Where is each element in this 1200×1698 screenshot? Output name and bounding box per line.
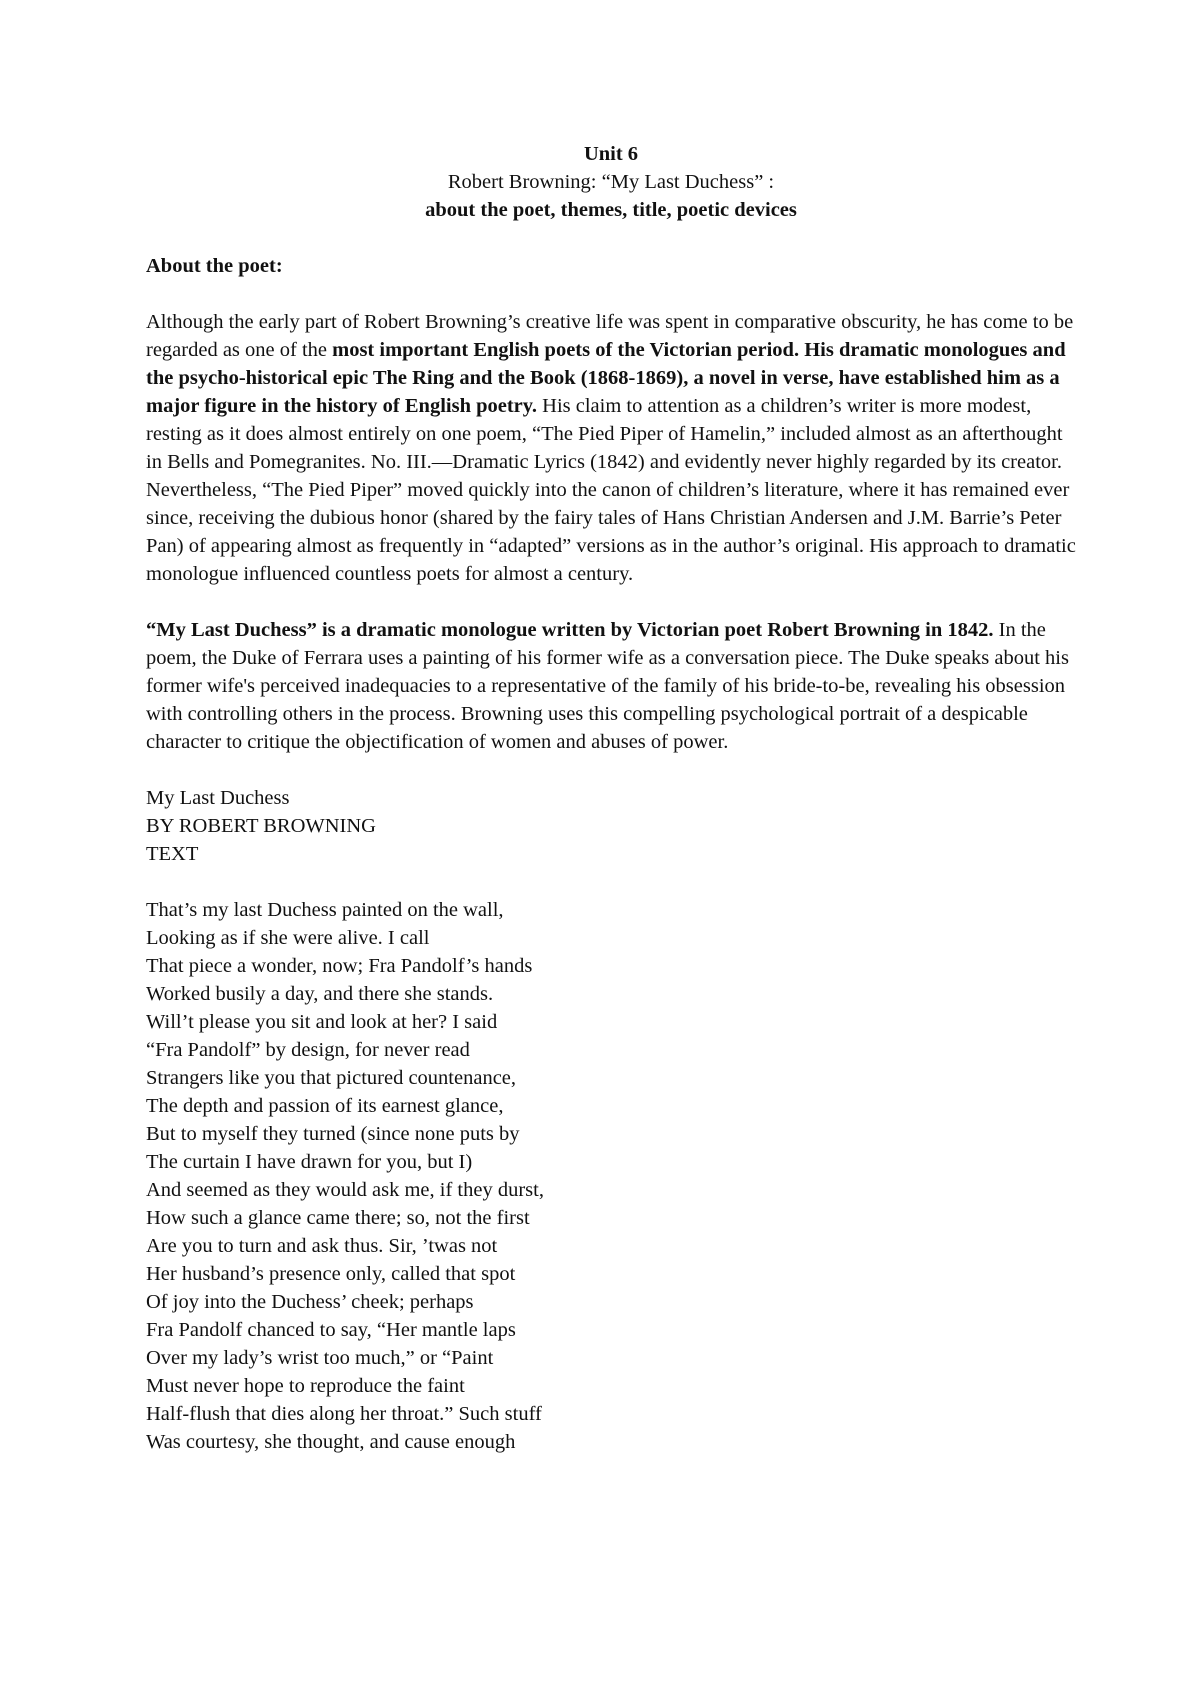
poem-line: But to myself they turned (since none puts by <box>146 1123 520 1145</box>
poem-line: Of joy into the Duchess’ cheek; perhaps <box>146 1291 474 1313</box>
poem-line: That piece a wonder, now; Fra Pandolf’s hands <box>146 955 533 977</box>
document-page <box>146 140 1076 1456</box>
unit-heading: Unit 6 <box>583 143 639 165</box>
poem-line: Must never hope to reproduce the faint <box>146 1375 465 1397</box>
document-title: Robert Browning: “My Last Duchess” : <box>447 171 775 193</box>
poem-line: And seemed as they would ask me, if they durst, <box>146 1179 544 1201</box>
poem-intro-paragraph <box>146 616 1076 756</box>
poem-line: How such a glance came there; so, not the first <box>146 1207 530 1229</box>
poem-line: Fra Pandolf chanced to say, “Her mantle laps <box>146 1319 516 1341</box>
poem-line: “Fra Pandolf” by design, for never read <box>146 1039 470 1061</box>
poem-line: Will’t please you sit and look at her? I said <box>146 1011 498 1033</box>
poem-intro-bold-text: “My Last Duchess” is a dramatic monologue written by Victorian poet Robert Browning in 1842. <box>146 619 994 641</box>
about-poet-text-1: Although the early part of Robert Browning’s creative life was spent in comparative obscurity, he has come to be regarded as one of the <box>146 311 1074 361</box>
poem-line: The curtain I have drawn for you, but I) <box>146 1151 473 1173</box>
poem-line: Are you to turn and ask thus. Sir, ’twas not <box>146 1235 498 1257</box>
section-heading: About the poet: <box>146 255 283 277</box>
poem-line: The depth and passion of its earnest glance, <box>146 1095 504 1117</box>
poem-line: Half-flush that dies along her throat.” Such stuff <box>146 1403 542 1425</box>
poem-title: My Last Duchess <box>146 787 290 809</box>
poem-text <box>146 896 1076 1456</box>
poem-text-label: TEXT <box>146 843 199 865</box>
about-poet-paragraph <box>146 308 1076 588</box>
poem-line: Over my lady’s wrist too much,” or “Paint <box>146 1347 494 1369</box>
about-poet-bold-text: most important English poets of the Victorian period. His dramatic monologues and the psycho-historical epic The Ring and the Book (1868-1869), a novel in verse, have established him as a major figure in the history of English poetry. <box>146 339 1066 417</box>
poem-line: Looking as if she were alive. I call <box>146 927 430 949</box>
poem-line: That’s my last Duchess painted on the wall, <box>146 899 504 921</box>
document-header <box>146 140 1076 224</box>
poem-line: Was courtesy, she thought, and cause enough <box>146 1431 516 1453</box>
document-subtitle: about the poet, themes, title, poetic devices <box>425 199 797 221</box>
poem-line: Her husband’s presence only, called that spot <box>146 1263 516 1285</box>
poem-intro-text: In the poem, the Duke of Ferrara uses a painting of his former wife as a conversation piece. The Duke speaks about his former wife's perceived inadequacies to a representative of the family of his bride-to-be, revealing his obsession with controlling others in the process. Browning uses this compelling psychological portrait of a despicable character to critique the objectification of women and abuses of power. <box>146 619 1069 753</box>
poem-line: Strangers like you that pictured countenance, <box>146 1067 517 1089</box>
poem-header <box>146 784 1076 868</box>
poem-byline: BY ROBERT BROWNING <box>146 815 376 837</box>
about-poet-text-2: His claim to attention as a children’s writer is more modest, resting as it does almost entirely on one poem, “The Pied Piper of Hamelin,” included almost as an afterthought in Bells and Pomegranites. No. III.—Dramatic Lyrics (1842) and evidently never highly regarded by its creator. Nevertheless, “The Pied Piper” moved quickly into the canon of children’s literature, where it has remained ever since, receiving the dubious honor (shared by the fairy tales of Hans Christian Andersen and J.M. Barrie’s Peter Pan) of appearing almost as frequently in “adapted” versions as in the author’s original. His approach to dramatic monologue influenced countless poets for almost a century. <box>146 395 1076 585</box>
poem-line: Worked busily a day, and there she stands. <box>146 983 494 1005</box>
